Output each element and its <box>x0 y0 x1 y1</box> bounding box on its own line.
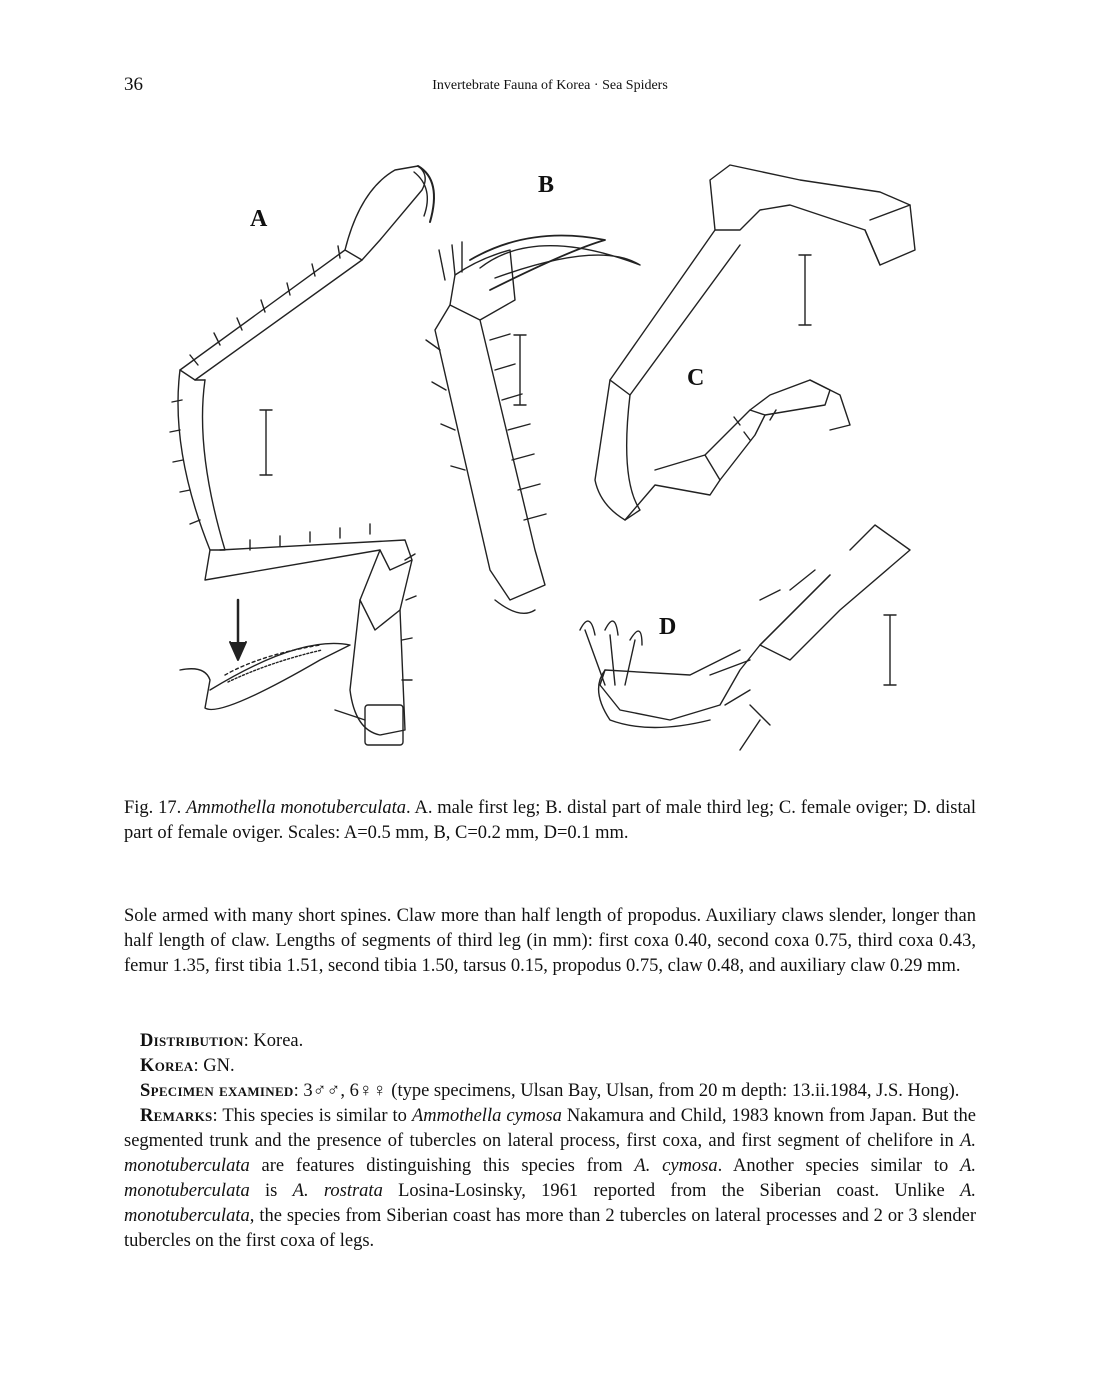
description-paragraph <box>124 904 976 979</box>
caption-species: Ammothella monotuberculata <box>186 798 407 818</box>
specimen-heading: Specimen examined <box>140 1081 294 1101</box>
remarks-text-4: . Another species similar to <box>717 1156 961 1176</box>
running-head: Invertebrate Fauna of Korea · Sea Spiders <box>432 78 668 93</box>
remarks-species-2: A. monotuberculata <box>124 1131 976 1176</box>
remarks-text-1: : This species is similar to <box>212 1106 412 1126</box>
panel-c-drawing <box>595 165 915 520</box>
remarks-species-3: A. cymosa <box>634 1156 718 1176</box>
distribution-line <box>124 1029 976 1054</box>
description-text: Sole armed with many short spines. Claw more than half length of propodus. Auxiliary claws slender, longer than half length of claw. Lengths of segments of third leg (in mm): first coxa 0.40, second coxa 0.75, third coxa 0.43, femur 1.35, first tibia 1.51, second tibia 1.50, tarsus 0.15, propodus 0.75, claw 0.48, and auxiliary claw 0.29 mm. <box>124 906 976 976</box>
panel-d-drawing <box>580 525 910 750</box>
sections-block <box>124 1029 976 1254</box>
line-drawing-figure <box>150 130 950 770</box>
panel-b-drawing <box>426 236 640 614</box>
caption-fig-label: Fig. 17. <box>124 798 182 818</box>
panel-label-c: C <box>687 365 705 391</box>
panel-label-d: D <box>659 614 677 640</box>
korea-text: : GN. <box>193 1056 235 1076</box>
remarks-text-6: Losina-Losinsky, 1961 reported from the Siberian coast. Unlike <box>382 1181 961 1201</box>
remarks-species-1: Ammothella cymosa <box>411 1106 562 1126</box>
remarks-species-4: A. monotuberculata <box>124 1156 976 1201</box>
remarks-species-6: A. monotuberculata <box>124 1181 977 1226</box>
remarks-paragraph <box>124 1104 976 1254</box>
distribution-heading: Distribution <box>140 1031 244 1051</box>
page-number: 36 <box>124 74 143 95</box>
panel-label-b: B <box>538 172 555 198</box>
korea-line <box>124 1054 976 1079</box>
caption-text: . A. male first leg; B. distal part of male third leg; C. female oviger; D. distal part of female oviger. Scales: A=0.5 mm, B, C=0.2 mm, D=0.1 mm. <box>124 798 976 843</box>
remarks-heading: Remarks <box>140 1106 213 1126</box>
figure-17 <box>150 130 950 770</box>
remarks-text-5: is <box>249 1181 293 1201</box>
remarks-text-7: , the species from Siberian coast has more than 2 tubercles on lateral processes and 2 or 3 slender tubercles on the first coxa of legs. <box>124 1206 976 1251</box>
remarks-text-2: Nakamura and Child, 1983 known from Japan. But the segmented trunk and the presence of tubercles on lateral process, first coxa, and first segment of chelifore in <box>124 1106 977 1151</box>
korea-heading: Korea <box>140 1056 194 1076</box>
remarks-text-3: are features distinguishing this species from <box>249 1156 635 1176</box>
figure-caption <box>124 796 976 846</box>
remarks-species-5: A. rostrata <box>292 1181 383 1201</box>
panel-a-drawing <box>170 166 434 745</box>
specimen-text: : 3♂♂, 6♀♀ (type specimens, Ulsan Bay, Ulsan, from 20 m depth: 13.ii.1984, J.S. Hong). <box>293 1081 960 1101</box>
specimen-line <box>124 1079 976 1104</box>
panel-label-a: A <box>250 206 268 232</box>
distribution-text: : Korea. <box>243 1031 304 1051</box>
